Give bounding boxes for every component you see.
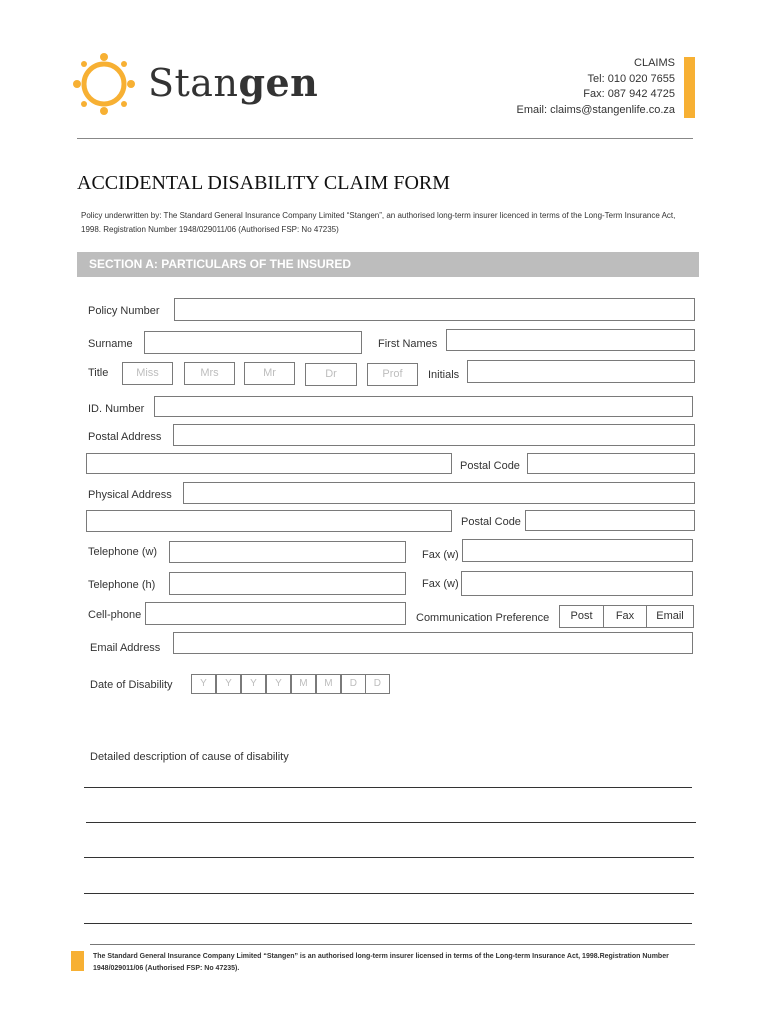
id-number-field[interactable] [154, 396, 693, 417]
brand-wordmark [148, 60, 318, 105]
title-option-dr[interactable]: Dr [305, 363, 357, 386]
fax-w-field[interactable] [462, 539, 693, 562]
physical-address-field[interactable] [183, 482, 695, 504]
postal-code-field[interactable] [527, 453, 695, 474]
date-cell-day-2[interactable]: D [365, 674, 390, 694]
cellphone-field[interactable] [145, 602, 406, 625]
communication-preference-label: Communication Preference [416, 612, 550, 624]
cellphone-label: Cell-phone [88, 609, 142, 621]
postal-address-line2-field[interactable] [86, 453, 452, 474]
telephone-h-label: Telephone (h) [88, 579, 156, 591]
first-names-field[interactable] [446, 329, 695, 351]
description-line-1[interactable] [84, 787, 692, 788]
description-line-2[interactable] [86, 822, 696, 823]
physical-postal-code-label: Postal Code [461, 516, 521, 528]
comm-option-fax[interactable]: Fax [603, 605, 647, 628]
stangen-logo-icon [72, 52, 136, 116]
physical-postal-code-field[interactable] [525, 510, 695, 531]
surname-label: Surname [88, 338, 133, 350]
contact-heading: CLAIMS [634, 57, 675, 69]
email-address-label: Email Address [90, 642, 161, 654]
fax-w2-field[interactable] [461, 571, 693, 596]
brand-name-light: Stan [148, 61, 239, 105]
id-number-label: ID. Number [88, 403, 145, 415]
fax-w-label: Fax (w) [422, 549, 459, 561]
date-cell-year-3[interactable]: Y [241, 674, 266, 694]
header-divider [77, 138, 693, 139]
description-label: Detailed description of cause of disability [90, 751, 289, 763]
description-line-4[interactable] [84, 893, 694, 894]
contact-fax: Fax: 087 942 4725 [583, 88, 675, 100]
email-address-field[interactable] [173, 632, 693, 654]
telephone-h-field[interactable] [169, 572, 406, 595]
title-label: Title [88, 367, 109, 379]
contact-block [516, 56, 675, 118]
physical-address-label: Physical Address [88, 489, 172, 501]
fax-w2-label: Fax (w) [422, 578, 459, 590]
title-option-mrs[interactable]: Mrs [184, 362, 235, 385]
footer-accent-bar [71, 951, 84, 971]
date-cell-day-1[interactable]: D [341, 674, 366, 694]
description-line-5[interactable] [84, 923, 692, 924]
form-intro: Policy underwritten by: The Standard General Insurance Company Limited “Stangen”, an authorised long-term insurer licenced in terms of the Long-Term Insurance Act, 1998. Registration Number 1948/029011/06 (Authorised FSP: No 47235) [81, 211, 676, 234]
comm-option-email[interactable]: Email [646, 605, 694, 628]
telephone-w-label: Telephone (w) [88, 546, 158, 558]
date-cell-year-4[interactable]: Y [266, 674, 291, 694]
postal-address-label: Postal Address [88, 431, 162, 443]
date-cell-month-2[interactable]: M [316, 674, 341, 694]
date-cell-month-1[interactable]: M [291, 674, 316, 694]
first-names-label: First Names [378, 338, 438, 350]
contact-email: Email: claims@stangenlife.co.za [516, 103, 675, 116]
comm-option-post[interactable]: Post [559, 605, 604, 628]
title-option-miss[interactable]: Miss [122, 362, 173, 385]
brand-name-bold: gen [238, 60, 319, 105]
policy-number-label: Policy Number [88, 305, 160, 317]
header-accent-bar [684, 57, 695, 118]
telephone-w-field[interactable] [169, 541, 406, 563]
contact-tel: Tel: 010 020 7655 [587, 72, 675, 85]
section-a-heading: SECTION A: PARTICULARS OF THE INSURED [77, 252, 699, 277]
initials-field[interactable] [467, 360, 695, 383]
policy-number-field[interactable] [174, 298, 695, 321]
postal-address-field[interactable] [173, 424, 695, 446]
date-cell-year-2[interactable]: Y [216, 674, 241, 694]
date-of-disability-label: Date of Disability [90, 679, 173, 691]
title-option-prof[interactable]: Prof [367, 363, 418, 386]
description-line-3[interactable] [84, 857, 694, 858]
initials-label: Initials [428, 369, 460, 381]
footer-divider [90, 944, 695, 945]
form-title: ACCIDENTAL DISABILITY CLAIM FORM [77, 172, 451, 194]
physical-address-line2-field[interactable] [86, 510, 452, 532]
surname-field[interactable] [144, 331, 362, 354]
date-cell-year-1[interactable]: Y [191, 674, 216, 694]
title-option-mr[interactable]: Mr [244, 362, 295, 385]
footer-text: The Standard General Insurance Company Limited “Stangen” is an authorised long-term insurer licensed in terms of the Long-term Insurance Act, 1998.Registration Number 1948/029011/06 (Authorised FSP: No 47235). [93, 953, 669, 972]
postal-code-label: Postal Code [460, 460, 520, 472]
